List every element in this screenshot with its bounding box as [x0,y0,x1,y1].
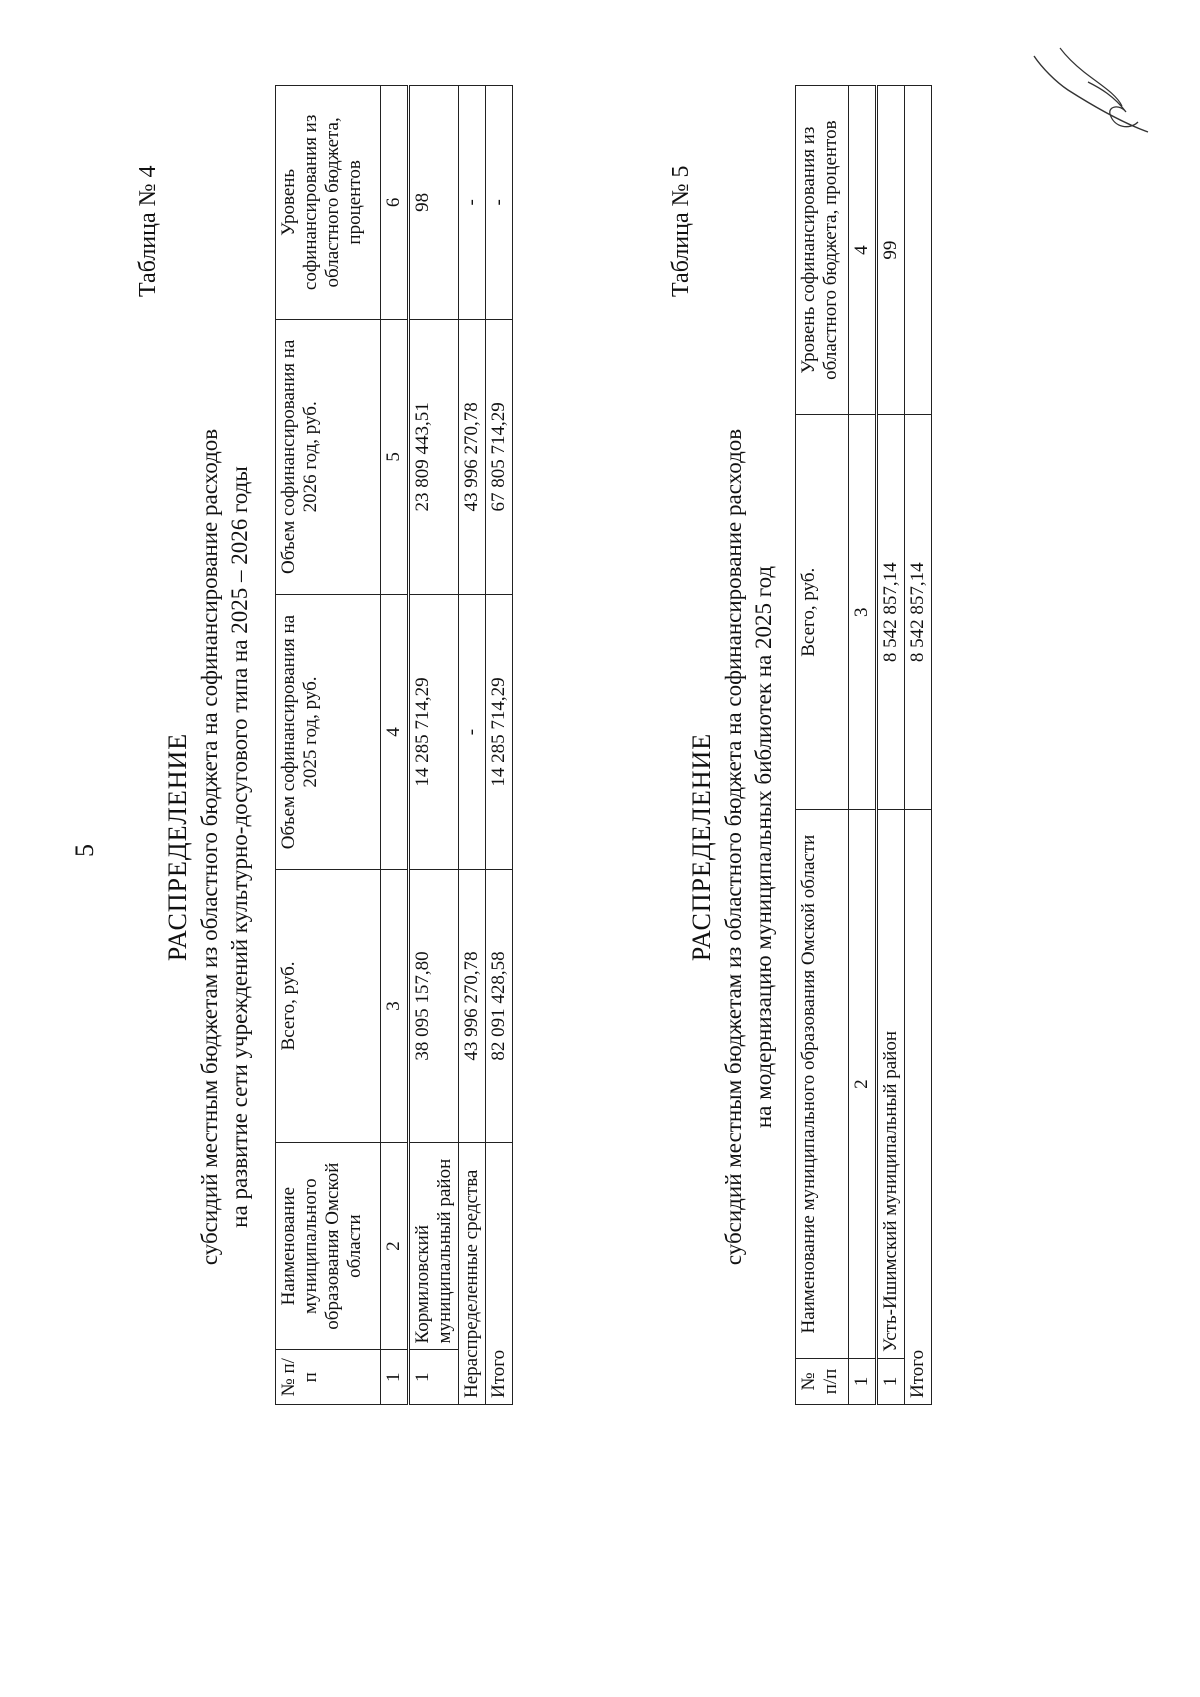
table4-subtitle [195,247,255,1447]
table5-subtitle [719,247,779,1447]
row-total: 8 542 857,14 [877,415,905,810]
table4-colnum: 1 [381,1350,409,1405]
row-level: 99 [877,86,905,415]
table4-header-2025: Объем софинансирования на 2025 год, руб. [276,594,381,869]
row-2025: 14 285 714,29 [409,594,459,869]
table4-header-total: Всего, руб. [276,870,381,1143]
table5-header-num: № п/п [796,1358,849,1404]
undistributed-2026: 43 996 270,78 [459,319,486,594]
table4 [275,85,513,1405]
table5-header-name: Наименование муниципального образования Омской области [796,810,849,1359]
row-num: 1 [877,1358,905,1404]
table5-title: РАСПРЕДЕЛЕНИЕ [687,732,716,962]
row-num: 1 [409,1350,459,1405]
table4-column-numbers-row [381,86,409,1405]
table4-header-2026: Объем софинансирования на 2026 год, руб. [276,319,381,594]
undistributed-2025: - [459,594,486,869]
page-number: 5 [70,844,99,857]
table5-colnum: 4 [849,86,877,415]
table5-subtitle-line1: субсидий местным бюджетам из областного бюджета на софинансирование расходов [721,428,746,1266]
table4-header-level: Уровень софинансирования из областного бюджета, процентов [276,86,381,320]
itogo-empty-cell [905,86,932,415]
row-total: 38 095 157,80 [409,870,459,1143]
undistributed-label: Нераспределенные средства [459,1142,486,1404]
itogo-2026: 67 805 714,29 [486,319,513,594]
table5-reference: Таблица № 5 [668,165,694,297]
signature-mark [1030,42,1160,152]
table4-subtitle-line1: субсидий местным бюджетам из областного бюджета на софинансирование расходов [197,428,222,1266]
table4-title: РАСПРЕДЕЛЕНИЕ [163,732,192,962]
table-row-itogo [905,86,932,1405]
row-2026: 23 809 443,51 [409,319,459,594]
table4-colnum: 2 [381,1142,409,1350]
table5-colnum: 3 [849,415,877,810]
table5-colnum: 2 [849,810,877,1359]
table5-header-level: Уровень софинансирования из областного бюджета, процентов [796,86,849,415]
undistributed-total: 43 996 270,78 [459,870,486,1143]
table4-header-num: № п/п [276,1350,381,1405]
itogo-total: 82 091 428,58 [486,870,513,1143]
itogo-label: Итого [905,810,932,1405]
table4-colnum: 6 [381,86,409,320]
table5-header-row [796,86,849,1405]
table-row [877,86,905,1405]
table-row-undistributed [459,86,486,1405]
table4-header-row [276,86,381,1405]
table4-colnum: 4 [381,594,409,869]
table5-column-numbers-row [849,86,877,1405]
table4-reference: Таблица № 4 [135,165,161,297]
undistributed-level: - [459,86,486,320]
itogo-label: Итого [486,1142,513,1404]
table5-subtitle-line2: на модернизацию муниципальных библиотек на 2025 год [751,565,776,1129]
table4-subtitle-line2: на развитие сети учреждений культурно-досугового типа на 2025 – 2026 годы [227,466,252,1228]
table4-header-name: Наименование муниципального образования Омской области [276,1142,381,1350]
row-municipality: Кормиловский муниципальный район [409,1142,459,1350]
table-row-itogo [486,86,513,1405]
table5-colnum: 1 [849,1358,877,1404]
itogo-2025: 14 285 714,29 [486,594,513,869]
table5-header-total: Всего, руб. [796,415,849,810]
row-level: 98 [409,86,459,320]
table-row [409,86,459,1405]
itogo-total: 8 542 857,14 [905,415,932,810]
itogo-level: - [486,86,513,320]
table4-colnum: 5 [381,319,409,594]
table5 [795,85,932,1405]
row-municipality: Усть-Ишимский муниципальный район [877,810,905,1359]
table4-colnum: 3 [381,870,409,1143]
